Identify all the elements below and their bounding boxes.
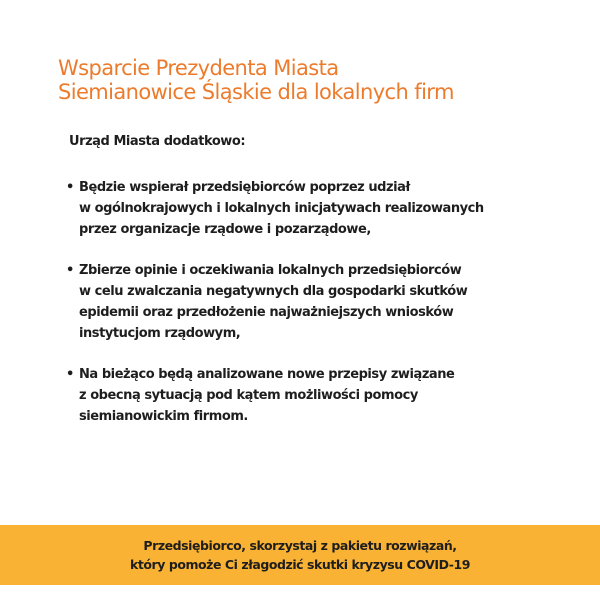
bullet-line: siemianowickim firmom. xyxy=(79,409,248,424)
bullet-line: epidemii oraz przedłożenie najważniejszych wniosków xyxy=(79,305,454,320)
page-title-line-2: Siemianowice Śląskie dla lokalnych firm xyxy=(58,80,454,104)
banner-line-1: Przedsiębiorco, skorzystaj z pakietu rozwiązań, xyxy=(143,538,457,553)
bullet-line: w celu zwalczania negatywnych dla gospodarki skutków xyxy=(79,284,468,299)
call-to-action-banner xyxy=(0,525,600,585)
banner-line-2: który pomoże Ci złagodzić skutki kryzysu COVID-19 xyxy=(129,557,470,572)
bullet-marker: • xyxy=(66,263,74,278)
bullet-item-opinions xyxy=(66,260,566,344)
page-title xyxy=(58,56,578,104)
bullet-item-support xyxy=(66,177,566,240)
page-title-line-1: Wsparcie Prezydenta Miasta xyxy=(58,56,339,80)
bullet-line: Zbierze opinie i oczekiwania lokalnych przedsiębiorców xyxy=(79,263,462,278)
intro-text: Urząd Miasta dodatkowo: xyxy=(69,134,246,149)
bullet-line: w ogólnokrajowych i lokalnych inicjatywach realizowanych xyxy=(79,201,484,216)
bullet-line: przez organizacje rządowe i pozarządowe, xyxy=(79,222,371,237)
bullet-line: instytucjom rządowym, xyxy=(79,326,241,341)
bullet-marker: • xyxy=(66,180,74,195)
bullet-line: Będzie wspierał przedsiębiorców poprzez udział xyxy=(79,180,410,195)
bullet-item-regulations xyxy=(66,364,566,427)
bullet-marker: • xyxy=(66,367,74,382)
content-body xyxy=(66,131,566,447)
bullet-line: Na bieżąco będą analizowane nowe przepisy związane xyxy=(79,367,455,382)
bullet-line: z obecną sytuacją pod kątem możliwości pomocy xyxy=(79,388,418,403)
